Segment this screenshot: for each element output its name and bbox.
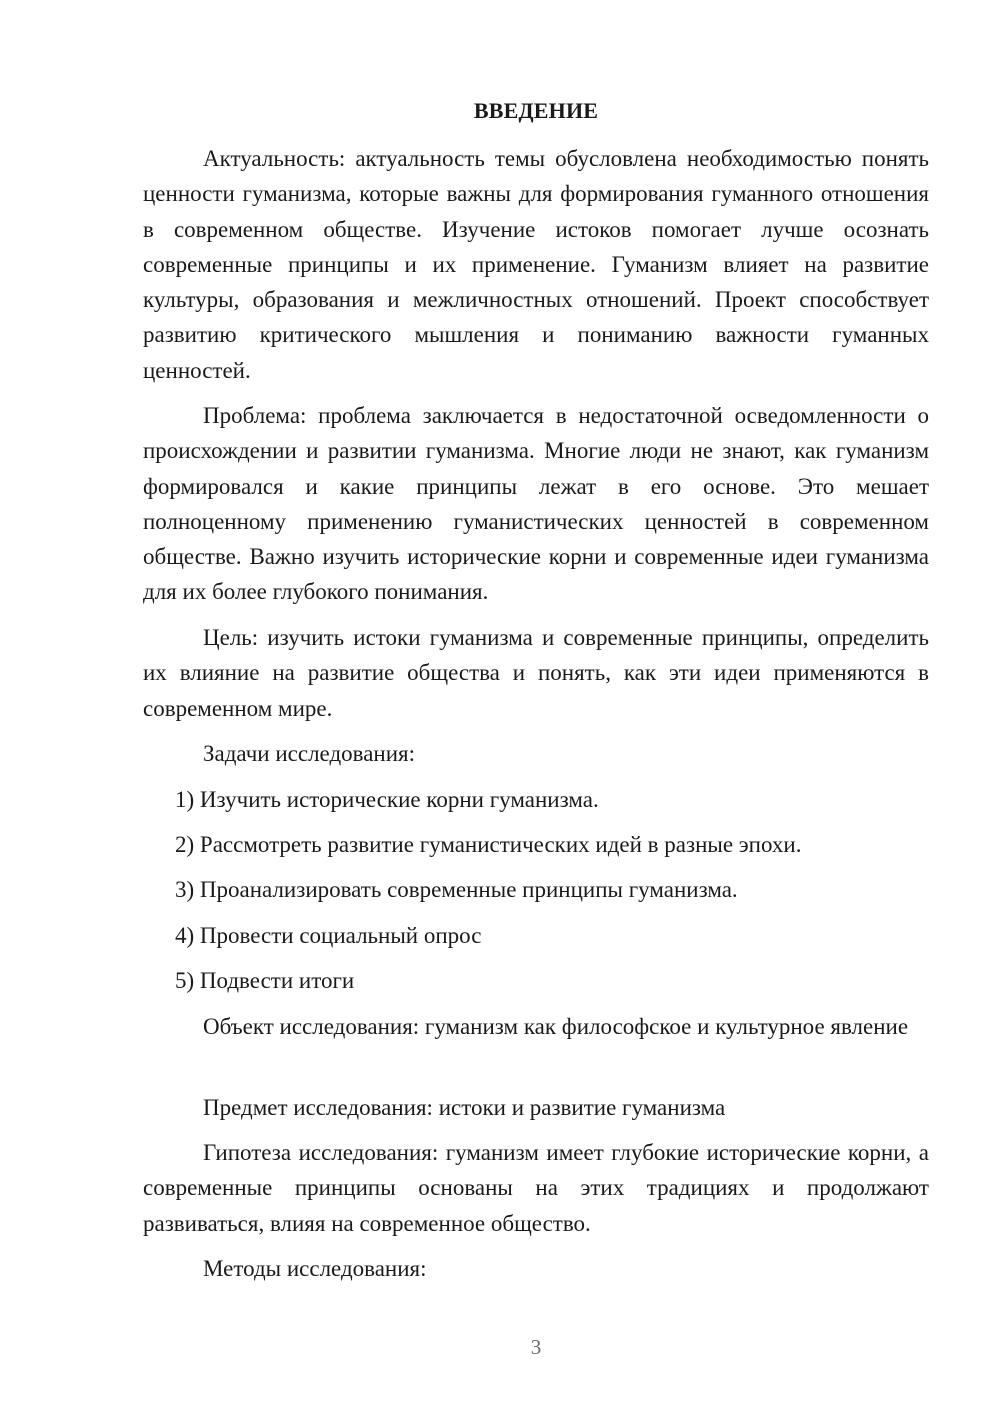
list-item: 1) Изучить исторические корни гуманизма. — [175, 787, 599, 812]
paragraph-object: Объект исследования: гуманизм как философское и культурное явление — [203, 1014, 909, 1039]
list-item: 2) Рассмотреть развитие гуманистических идей в разные эпохи. — [175, 832, 802, 857]
methods-title: Методы исследования: — [203, 1256, 427, 1281]
tasks-title: Задачи исследования: — [203, 741, 416, 766]
paragraph-goal: Цель: изучить истоки гуманизма и современные принципы, определить их влияние на развитие общества и понять, как эти идеи применяются в современном мире. — [143, 625, 929, 721]
list-item: 4) Провести социальный опрос — [175, 923, 482, 948]
list-item: 5) Подвести итоги — [175, 968, 355, 993]
paragraph-relevance: Актуальность: актуальность темы обусловлена необходимостью понять ценности гуманизма, которые важны для формирования гуманного отношения в современном обществе. Изучение истоков помогает лучше осознать современные принципы и их применение. Гуманизм влияет на развитие культуры, образования и межличностных отношений. Проект способствует развитию критического мышления и пониманию важности гуманных ценностей. — [143, 146, 929, 383]
section-heading: ВВЕДЕНИЕ — [473, 98, 599, 123]
list-item: 3) Проанализировать современные принципы гуманизма. — [175, 877, 738, 902]
page-number: 3 — [530, 1335, 542, 1359]
paragraph-hypothesis: Гипотеза исследования: гуманизм имеет глубокие исторические корни, а современные принципы основаны на этих традициях и продолжают развиваться, влияя на современное общество. — [143, 1140, 929, 1236]
page-content — [143, 0, 929, 1414]
paragraph-subject: Предмет исследования: истоки и развитие гуманизма — [203, 1095, 726, 1120]
paragraph-problem: Проблема: проблема заключается в недостаточной осведомленности о происхождении и развитии гуманизма. Многие люди не знают, как гуманизм формировался и какие принципы лежат в его основе. Это мешает полноценному применению гуманистических ценностей в современном обществе. Важно изучить исторические корни и современные идеи гуманизма для их более глубокого понимания. — [143, 403, 929, 605]
